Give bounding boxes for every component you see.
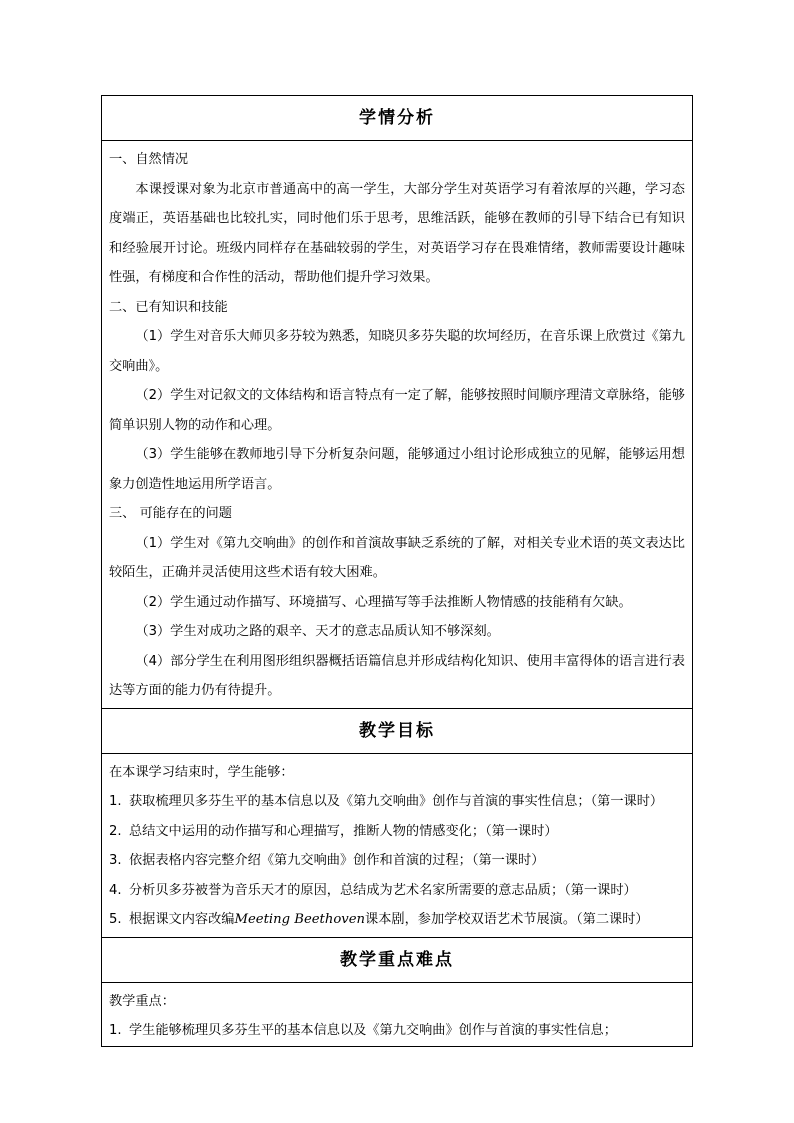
key-point-text: 学生能够梳理贝多芬生平的基本信息以及《第九交响曲》创作与首演的事实性信息； — [129, 1023, 617, 1038]
key-point-number: 1. — [109, 1023, 122, 1038]
student-analysis-content — [102, 141, 692, 709]
prior-knowledge-item: （3）学生能够在教师地引导下分析复杂问题，能够通过小组讨论形成独立的见解，能够运用想象力创造性地运用所学语言。 — [109, 447, 685, 492]
prior-knowledge-item: （2）学生对记叙文的文体结构和语言特点有一定了解，能够按照时间顺序理清文章脉络，能够简单识别人物的动作和心理。 — [109, 388, 685, 433]
objective-text: 课本剧，参加学校双语艺术节展演。（第二课时） — [365, 912, 649, 927]
objective-text: 根据课文内容改编 — [129, 912, 235, 927]
teaching-objectives-content — [102, 754, 692, 938]
objective-number: 2. — [109, 823, 122, 839]
objective-item — [109, 876, 685, 906]
natural-situation-paragraph: 本课授课对象为北京市普通高中的高一学生，大部分学生对英语学习有着浓厚的兴趣，学习态度端正，英语基础也比较扎实，同时他们乐于思考，思维活跃，能够在教师的引导下结合已有知识和经验展开讨论。班级内同样存在基础较弱的学生，对英语学习存在畏难情绪，教师需要设计趣味性强，有梯度和合作性的活动，帮助他们提升学习效果。 — [109, 181, 685, 285]
lesson-plan-table — [101, 95, 693, 1047]
objective-item — [109, 905, 685, 935]
key-point-item — [109, 1016, 685, 1046]
objective-text: 分析贝多芬被誉为音乐天才的原因，总结成为艺术名家所需要的意志品质；（第一课时） — [129, 882, 637, 898]
prior-knowledge-item: （1）学生对音乐大师贝多芬较为熟悉，知晓贝多芬失聪的坎坷经历，在音乐课上欣赏过《第九交响曲》。 — [109, 329, 685, 374]
possible-problem-item: （2）学生通过动作描写、环境描写、心理描写等手法推断人物情感的技能稍有欠缺。 — [135, 594, 632, 610]
objective-number: 4. — [109, 882, 122, 898]
key-points-content — [102, 983, 692, 1046]
possible-problem-item: （1）学生对《第九交响曲》的创作和首演故事缺乏系统的了解，对相关专业术语的英文表达比较陌生，正确并灵活使用这些术语有较大困难。 — [109, 535, 685, 580]
key-points-label: 教学重点： — [109, 993, 175, 1009]
objective-number: 3. — [109, 853, 122, 868]
section-title-student-analysis: 学情分析 — [102, 96, 692, 141]
objective-item — [109, 787, 685, 817]
objective-item — [109, 846, 685, 876]
objective-number: 5. — [109, 912, 122, 927]
subheading-possible-problems: 三、 可能存在的问题 — [109, 506, 232, 521]
objective-text: 依据表格内容完整介绍《第九交响曲》创作和首演的过程；（第一课时） — [129, 853, 545, 868]
possible-problem-item: （4）部分学生在利用图形组织器概括语篇信息并形成结构化知识、使用丰富得体的语言进行表达等方面的能力仍有待提升。 — [109, 653, 685, 698]
play-title: Meeting Beethoven — [234, 912, 366, 927]
subheading-prior-knowledge: 二、已有知识和技能 — [109, 299, 228, 315]
objective-number: 1. — [109, 794, 122, 809]
objective-text: 获取梳理贝多芬生平的基本信息以及《第九交响曲》创作与首演的事实性信息；（第一课时） — [129, 794, 664, 809]
possible-problem-item: （3）学生对成功之路的艰辛、天才的意志品质认知不够深刻。 — [135, 624, 500, 639]
section-title-teaching-objectives: 教学目标 — [102, 709, 692, 754]
section-title-key-difficult-points: 教学重点难点 — [102, 938, 692, 983]
subheading-natural-situation: 一、自然情况 — [109, 152, 189, 167]
objectives-intro: 在本课学习结束时，学生能够： — [109, 764, 294, 780]
objective-text: 总结文中运用的动作描写和心理描写，推断人物的情感变化；（第一课时） — [129, 823, 558, 839]
objective-item — [109, 817, 685, 847]
